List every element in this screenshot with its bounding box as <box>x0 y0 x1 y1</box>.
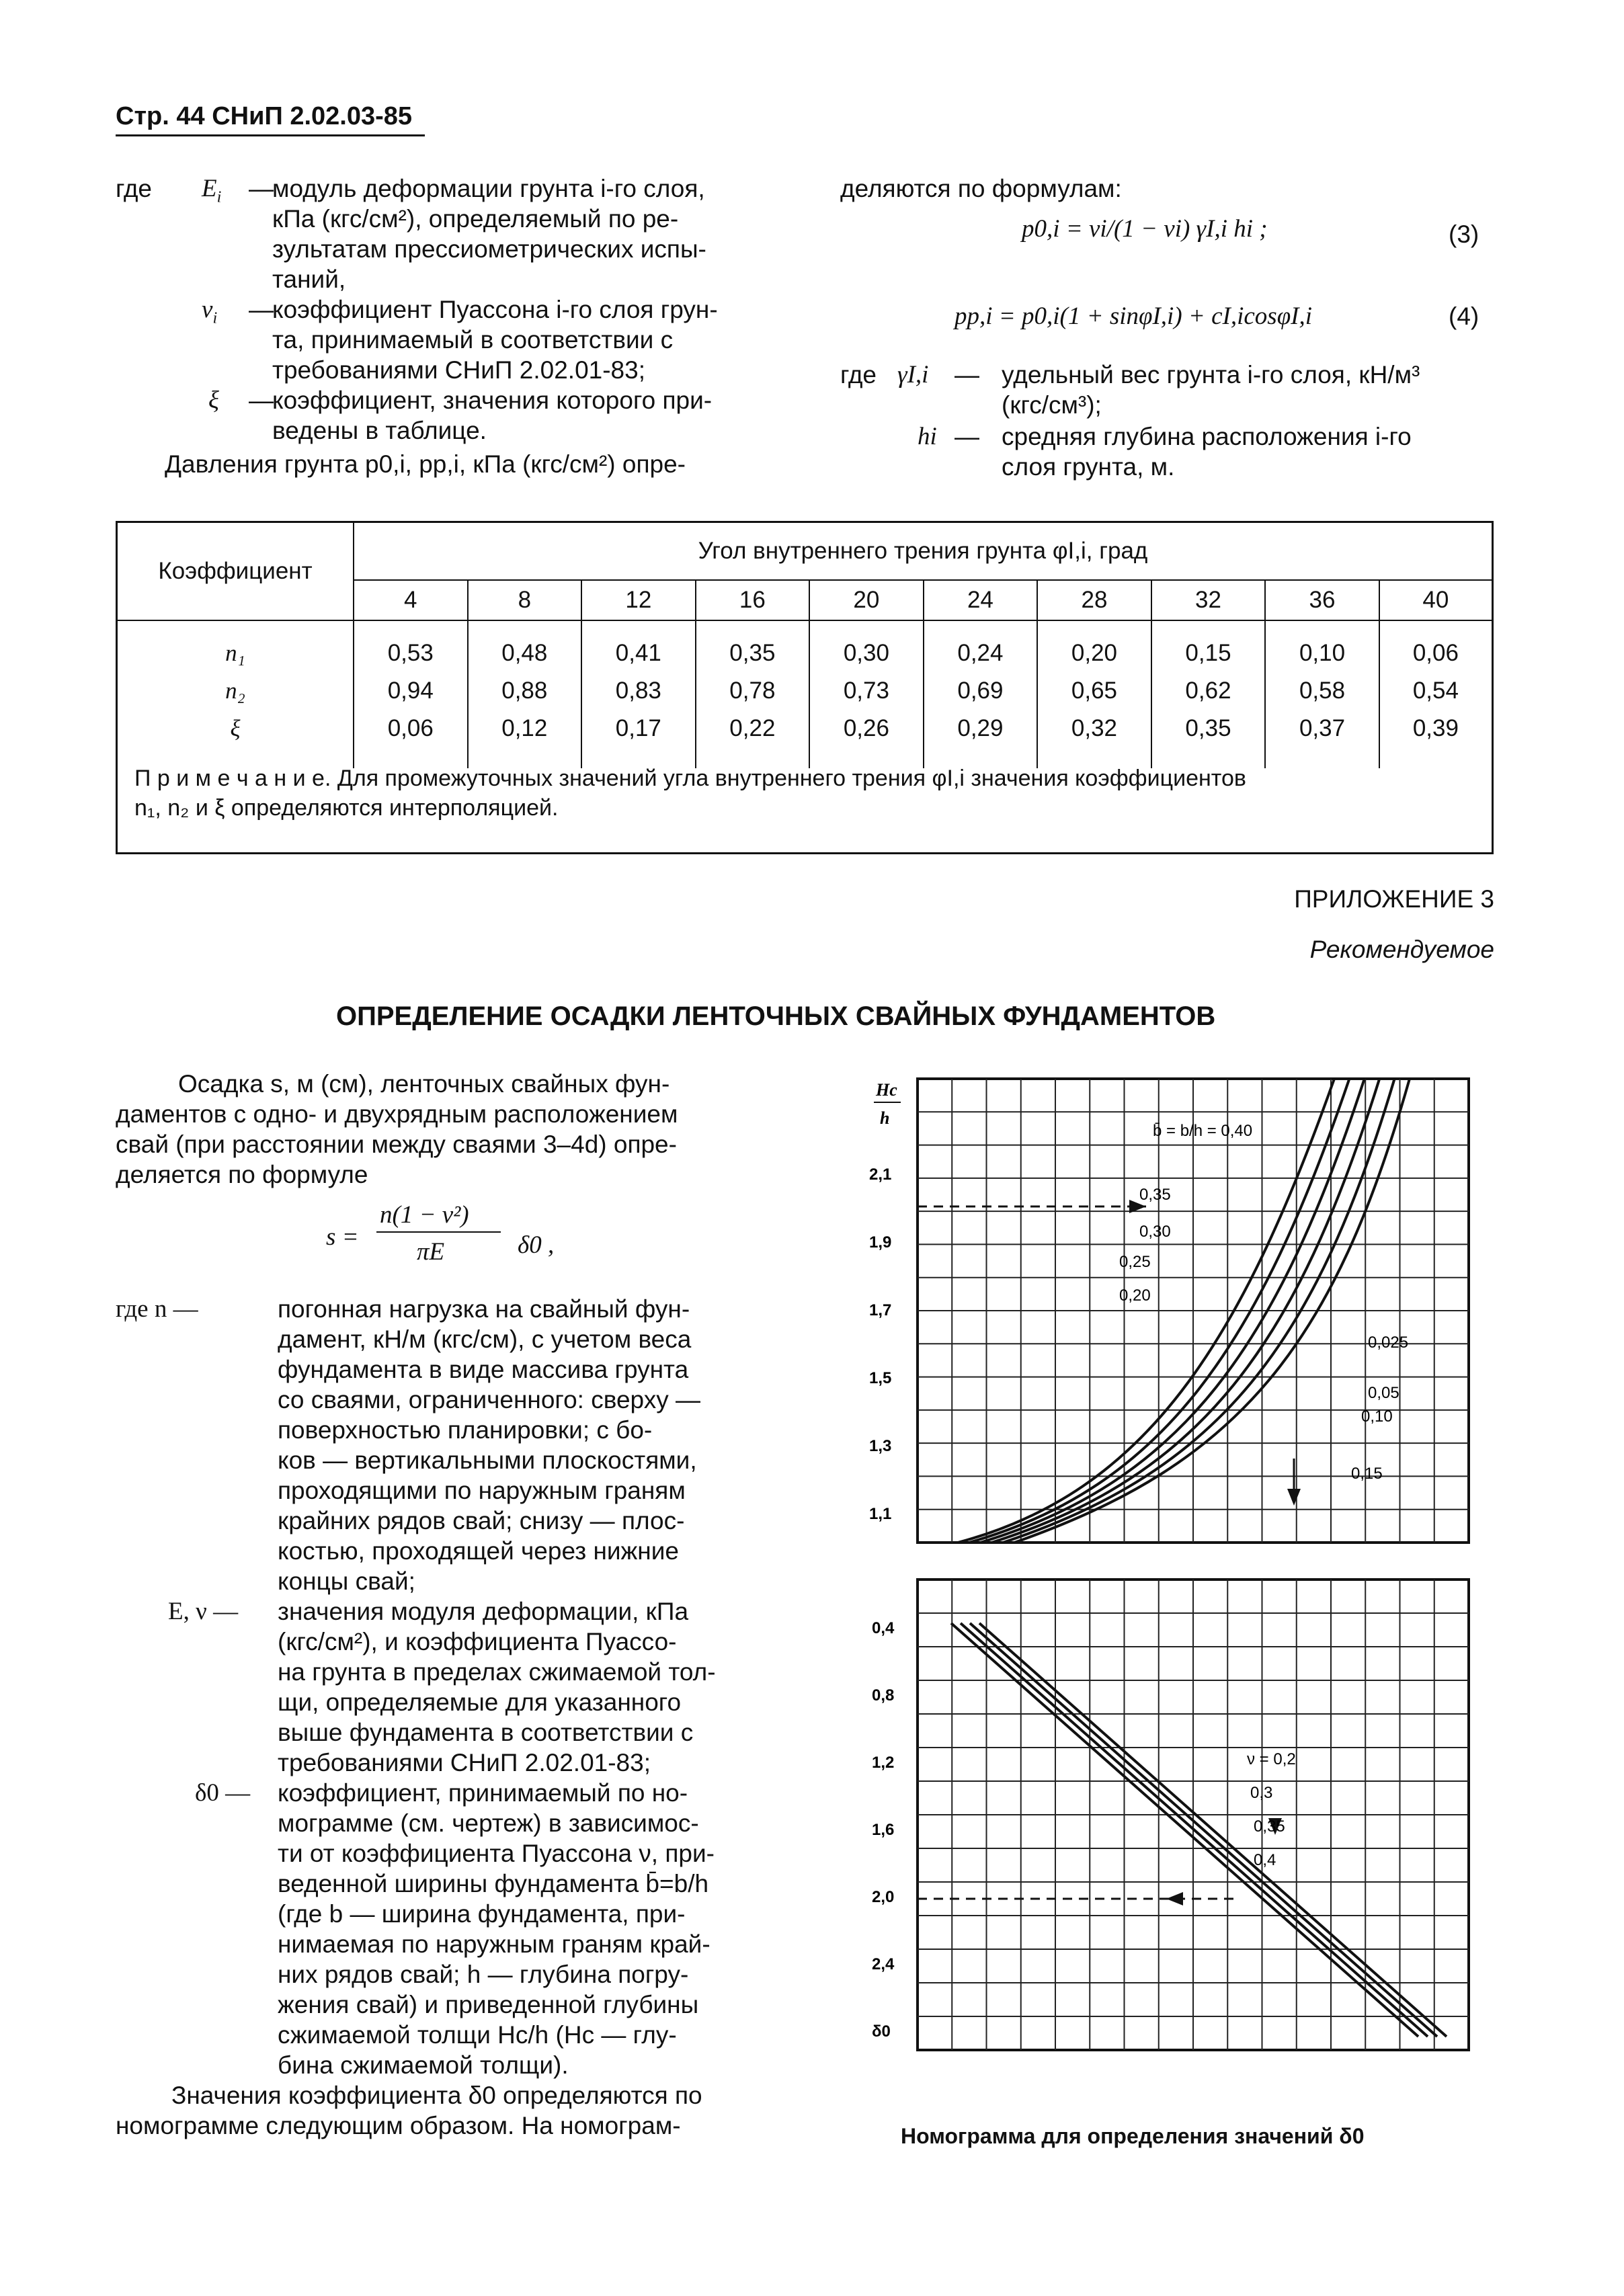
nomogram-top-grid <box>918 1079 1469 1543</box>
definition-symbol: $E_i$ <box>202 175 222 206</box>
body-definition-line: выше фундамента в соответствии с <box>278 1719 694 1746</box>
table-row-name: ξ <box>230 715 241 741</box>
body-definition-line: жения свай) и приведенной глубины <box>278 1991 699 2018</box>
definition-symbol: γI,i <box>897 361 929 388</box>
body-definition-line: значения модуля деформации, кПа <box>278 1598 689 1625</box>
body-definition-line: ти от коэффициента Пуассона ν, при- <box>278 1840 715 1867</box>
table-value-cell <box>354 620 468 768</box>
table-value-cell <box>696 620 810 768</box>
b-value-label: 0,20 <box>1119 1286 1151 1305</box>
body-intro-line: свай (при расстоянии между сваями 3–4d) опре- <box>116 1131 677 1158</box>
table-value: 0,10 <box>1299 640 1346 666</box>
table-value: 0,35 <box>1185 715 1231 741</box>
body-definition-symbol: δ0 — <box>195 1779 251 1807</box>
table-value: 0,12 <box>501 715 548 741</box>
body-definition-line: них рядов свай; h — глубина погру- <box>278 1961 689 1988</box>
table-value-cell <box>1379 620 1492 768</box>
body-definition-line: коэффициент, принимаемый по но- <box>278 1779 688 1807</box>
formula-fraction-bar <box>376 1231 501 1233</box>
table-value: 0,06 <box>1412 640 1459 666</box>
table-value: 0,32 <box>1071 715 1118 741</box>
table-header-coefficient: Коэффициент <box>118 523 354 620</box>
body-intro-line: деляется по формуле <box>116 1161 368 1188</box>
b-value-label: 0,30 <box>1139 1223 1171 1241</box>
definition-line: та, принимаемый в соответствии с <box>272 326 674 354</box>
body-definition-line: концы свай; <box>278 1567 415 1595</box>
body-definition-line: фундамента в виде массива грунта <box>278 1356 689 1383</box>
arrow-left-icon <box>1166 1892 1183 1905</box>
table-row-name: n₂ <box>225 678 245 704</box>
definition-line: коэффициент Пуассона i-го слоя грун- <box>272 296 718 323</box>
axis-tick-label: 2,0 <box>872 1888 895 1906</box>
definition-dash: — <box>249 296 274 323</box>
formula-3: p0,i = νi/(1 − νi) γI,i hi ; <box>1022 215 1268 243</box>
formula-s-numerator: n(1 − ν²) <box>380 1201 469 1229</box>
table-row-name: n₁ <box>225 640 245 666</box>
body-closing-line: номограмме следующим образом. На номограм- <box>116 2112 681 2139</box>
formula-3-number: (3) <box>1449 220 1479 248</box>
b-value-label: 0,35 <box>1139 1186 1171 1204</box>
table-value-cell <box>581 620 696 768</box>
ratio-value-label: 0,05 <box>1368 1384 1399 1402</box>
table-value: 0,83 <box>615 678 661 704</box>
where-label-right: где <box>840 361 877 388</box>
body-definition-line: костью, проходящей через нижние <box>278 1537 679 1565</box>
poisson-value-label: 0,4 <box>1254 1851 1276 1869</box>
body-definition-symbol: E, ν — <box>168 1598 239 1625</box>
nomogram-diagonal <box>979 1623 1447 2037</box>
table-angle-cell: 40 <box>1379 580 1492 620</box>
table-value: 0,78 <box>729 678 776 704</box>
definition-line: (кгс/см³); <box>1002 391 1102 419</box>
body-definition-line: (кгс/см²), и коэффициента Пуассо- <box>278 1628 677 1655</box>
body-definition-line: проходящими по наружным граням <box>278 1477 686 1504</box>
body-definition-symbol: где n — <box>116 1295 198 1323</box>
table-angle-cell: 16 <box>696 580 810 620</box>
definition-dash: — <box>955 423 979 450</box>
table-value: 0,48 <box>501 640 548 666</box>
table-value: 0,15 <box>1185 640 1231 666</box>
body-definition-line: (где b — ширина фундамента, при- <box>278 1900 686 1928</box>
table-value: 0,73 <box>843 678 889 704</box>
table-value-cell <box>1265 620 1379 768</box>
table-value: 0,22 <box>729 715 776 741</box>
axis-tick-label: 0,4 <box>872 1619 895 1637</box>
table-angle-cell: 20 <box>809 580 924 620</box>
formula-4-number: (4) <box>1449 302 1479 330</box>
definition-line: средняя глубина расположения i-го <box>1002 423 1412 450</box>
table-value: 0,24 <box>957 640 1004 666</box>
ratio-value-label: 0,15 <box>1351 1465 1383 1483</box>
table-angle-cell: 32 <box>1151 580 1266 620</box>
axis-tick-label: 1,1 <box>869 1505 892 1523</box>
table-value: 0,62 <box>1185 678 1231 704</box>
ratio-value-label: 0,025 <box>1368 1334 1409 1352</box>
body-definition-line: ков — вертикальными плоскостями, <box>278 1446 697 1474</box>
page-header: Стр. 44 СНиП 2.02.03-85 <box>116 102 413 130</box>
table-value: 0,20 <box>1071 640 1118 666</box>
axis-tick-label: 1,9 <box>869 1233 892 1252</box>
table-value: 0,88 <box>501 678 548 704</box>
body-definition-line: поверхностью планировки; с бо- <box>278 1416 653 1444</box>
axis-tick-label: 2,1 <box>869 1165 892 1184</box>
body-intro-line: Осадка s, м (см), ленточных свайных фун- <box>178 1070 670 1098</box>
table-value: 0,39 <box>1412 715 1459 741</box>
table-value: 0,26 <box>843 715 889 741</box>
formula-intro: деляются по формулам: <box>840 175 1122 202</box>
formula-4: pp,i = p0,i(1 + sinφI,i) + cI,icosφI,i <box>955 302 1313 330</box>
axis-tick-label: 1,6 <box>872 1821 895 1839</box>
axis-label-hc: Hc <box>876 1080 897 1100</box>
poisson-value-label: ν = 0,2 <box>1247 1750 1296 1768</box>
axis-tick-label: 1,2 <box>872 1754 895 1772</box>
definition-symbol: ξ <box>208 386 219 414</box>
table-angle-cell: 36 <box>1265 580 1379 620</box>
table-value: 0,37 <box>1299 715 1346 741</box>
header-rule <box>116 134 425 136</box>
table-value: 0,30 <box>843 640 889 666</box>
definition-line: кПа (кгс/см²), определяемый по ре- <box>272 205 679 233</box>
axis-tick-label: 2,4 <box>872 1955 895 1973</box>
definition-symbol: hi <box>918 423 937 450</box>
body-definition-line: нимаемая по наружным граням край- <box>278 1930 710 1958</box>
table-angle-cell: 4 <box>354 580 468 620</box>
table-value: 0,41 <box>615 640 661 666</box>
table-angle-cell: 8 <box>468 580 582 620</box>
table-value: 0,17 <box>615 715 661 741</box>
nomogram-caption: Номограмма для определения значений δ0 <box>901 2124 1365 2148</box>
definition-dash: — <box>249 386 274 414</box>
table-value: 0,65 <box>1071 678 1118 704</box>
definition-symbol: $\nu_i$ <box>202 296 218 327</box>
body-definition-line: щи, определяемые для указанного <box>278 1688 682 1716</box>
body-definition-line: крайних рядов свай; снизу — плос- <box>278 1507 685 1534</box>
arrow-down-icon <box>1287 1489 1301 1506</box>
definition-line: модуль деформации грунта i-го слоя, <box>272 175 705 202</box>
definition-line: ведены в таблице. <box>272 417 487 444</box>
definition-line: требованиями СНиП 2.02.01-83; <box>272 356 645 384</box>
poisson-value-label: 0,3 <box>1250 1784 1273 1802</box>
nomogram-diagonal <box>961 1623 1428 2037</box>
b-value-label: 0,25 <box>1119 1253 1151 1271</box>
definition-line: коэффициент, значения которого при- <box>272 386 713 414</box>
b-ratio-label: b̄ = b/h = 0,40 <box>1153 1122 1253 1140</box>
table-value: 0,06 <box>387 715 434 741</box>
axis-label-h: h <box>880 1108 890 1128</box>
table-value: 0,58 <box>1299 678 1346 704</box>
table-value-cell <box>809 620 924 768</box>
table-note-line-2: n₁, n₂ и ξ определяются интерполяцией. <box>134 795 559 821</box>
section-title: ОПРЕДЕЛЕНИЕ ОСАДКИ ЛЕНТОЧНЫХ СВАЙНЫХ ФУНДАМЕНТОВ <box>336 1001 1216 1031</box>
formula-s-denominator: πE <box>417 1238 445 1266</box>
table-value: 0,53 <box>387 640 434 666</box>
definition-line: зультатам прессиометрических испы- <box>272 235 706 263</box>
axis-tick-label: 0,8 <box>872 1686 895 1705</box>
table-data-row <box>118 620 1492 768</box>
body-closing-line: Значения коэффициента δ0 определяются по <box>171 2082 702 2109</box>
table-angle-cell: 28 <box>1037 580 1151 620</box>
definition-line: удельный вес грунта i-го слоя, кН/м³ <box>1002 361 1420 388</box>
table-value: 0,69 <box>957 678 1004 704</box>
axis-tick-label: δ0 <box>872 2022 891 2041</box>
table-note-line-1: П р и м е ч а н и е. Для промежуточных значений угла внутреннего трения φI,i значения коэффициентов <box>134 766 1246 791</box>
appendix-status: Рекомендуемое <box>1309 936 1494 963</box>
table-value-cell <box>1151 620 1266 768</box>
table-row-names <box>118 620 354 768</box>
body-definition-line: веденной ширины фундамента b̄=b/h <box>278 1870 709 1897</box>
table-value-cell <box>924 620 1038 768</box>
table-value: 0,35 <box>729 640 776 666</box>
nomogram-diagonal <box>970 1623 1437 2037</box>
definition-dash: — <box>249 175 274 202</box>
body-definition-line: со сваями, ограниченного: сверху — <box>278 1386 700 1413</box>
coefficient-table <box>118 523 1492 768</box>
where-label: где <box>116 175 153 202</box>
body-definition-line: требованиями СНиП 2.02.01-83; <box>278 1749 651 1776</box>
definition-line: таний, <box>272 265 346 293</box>
definition-dash: — <box>955 361 979 388</box>
axis-tick-label: 1,7 <box>869 1301 892 1319</box>
body-definition-line: мограмме (см. чертеж) в зависимос- <box>278 1809 699 1837</box>
body-definition-line: на грунта в пределах сжимаемой тол- <box>278 1658 716 1686</box>
poisson-value-label: 0,35 <box>1254 1817 1285 1836</box>
body-definition-line: сжимаемой толщи Hc/h (Hc — глу- <box>278 2021 677 2049</box>
table-angle-cell: 24 <box>924 580 1038 620</box>
table-value-cell <box>1037 620 1151 768</box>
table-value: 0,54 <box>1412 678 1459 704</box>
axis-tick-label: 1,3 <box>869 1437 892 1455</box>
table-value-cell <box>468 620 582 768</box>
table-header-angle: Угол внутреннего трения грунта φI,i, град <box>354 523 1492 580</box>
formula-s-tail: δ0 , <box>518 1231 555 1259</box>
body-definition-line: дамент, кН/м (кгс/см), с учетом веса <box>278 1325 692 1353</box>
axis-tick-label: 1,5 <box>869 1369 892 1387</box>
body-intro-line: даментов с одно- и двухрядным расположением <box>116 1100 678 1128</box>
body-definition-line: бина сжимаемой толщи). <box>278 2051 569 2079</box>
ratio-value-label: 0,10 <box>1361 1407 1393 1426</box>
table-value: 0,94 <box>387 678 434 704</box>
table-value: 0,29 <box>957 715 1004 741</box>
table-angle-cell: 12 <box>581 580 696 620</box>
formula-s-lhs: s = <box>326 1223 359 1251</box>
appendix-label: ПРИЛОЖЕНИЕ 3 <box>1294 885 1494 913</box>
body-definition-line: погонная нагрузка на свайный фун- <box>278 1295 690 1323</box>
pressure-line: Давления грунта p0,i, pp,i, кПа (кгс/см²) опре- <box>165 450 686 478</box>
definition-line: слоя грунта, м. <box>1002 453 1175 481</box>
nomogram <box>864 1062 1496 2178</box>
nomogram-diagonal-lines <box>918 1623 1447 2037</box>
